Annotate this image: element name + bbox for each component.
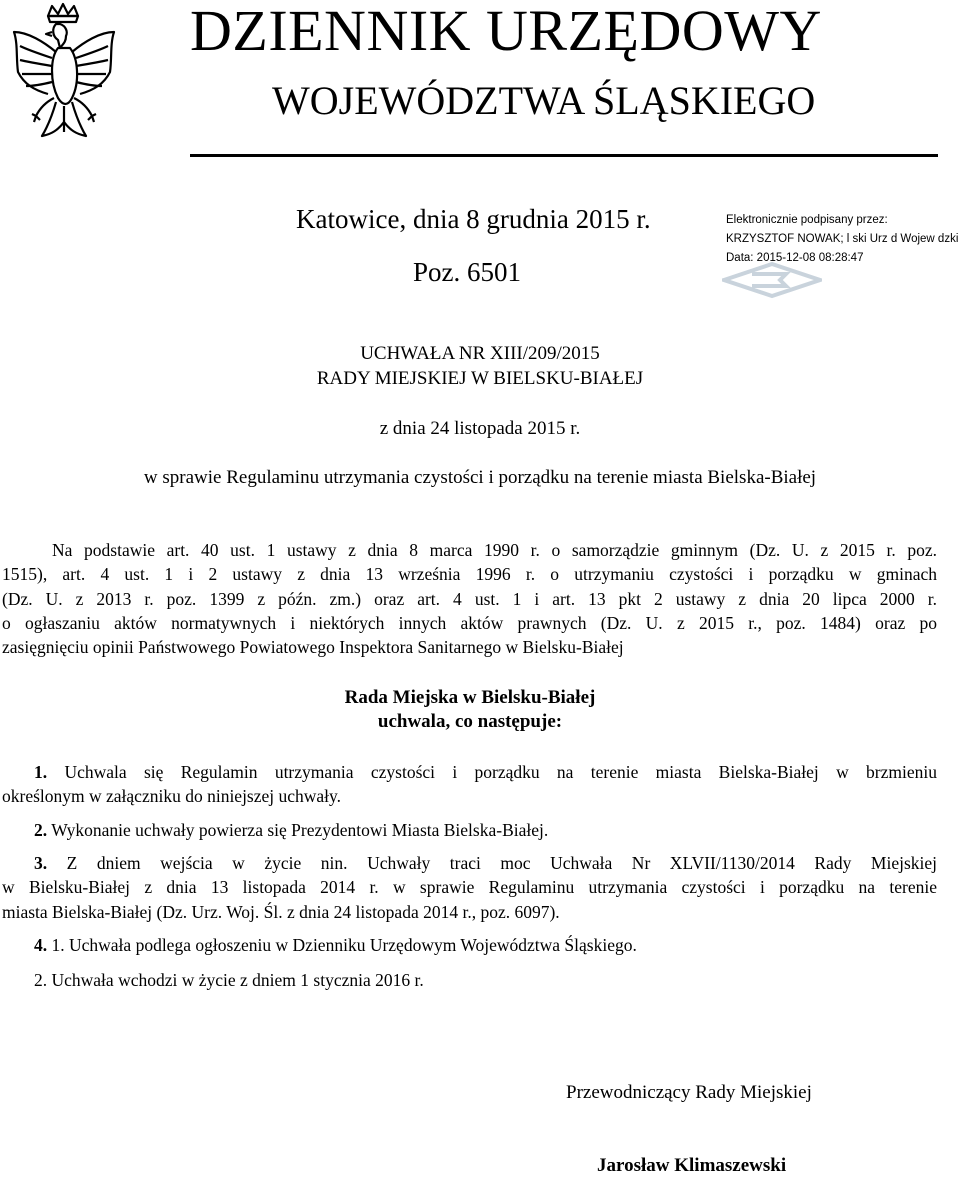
- legal-basis-paragraph: [2, 538, 937, 659]
- resolution-title: UCHWAŁA NR XIII/209/2015: [360, 343, 600, 364]
- resolution-subject: w sprawie Regulaminu utrzymania czystości i porządku na terenie miasta Bielska-Białej: [143, 467, 817, 488]
- section-4: [2, 933, 937, 957]
- resolution-council: RADY MIEJSKIEJ W BIELSKU-BIAŁEJ: [316, 368, 644, 389]
- section-4-point-2-line: 2. Uchwała wchodzi w życie z dniem 1 stycznia 2016 r.: [34, 970, 424, 990]
- legal-basis-line: (Dz. U. z 2013 r. poz. 1399 z późn. zm.) oraz art. 4 ust. 1 i art. 13 pkt 2 ustawy z dnia 20 lipca 2000 r.: [2, 588, 937, 609]
- section-4-line: 4. 1. Uchwała podlega ogłoszeniu w Dzienniku Urzędowym Województwa Śląskiego.: [34, 935, 637, 955]
- section-1: [2, 760, 937, 809]
- resolution-date: z dnia 24 listopada 2015 r.: [379, 418, 581, 439]
- section-number: 1.: [34, 762, 48, 782]
- section-1-line: określonym w załączniku do niniejszej uchwały.: [2, 786, 342, 807]
- council-name: Rada Miejska w Bielsku-Białej: [344, 687, 596, 708]
- section-2-line: 2. Wykonanie uchwały powierza się Prezydentowi Miasta Bielska-Białej.: [34, 820, 549, 840]
- gazette-subtitle: WOJEWÓDZTWA ŚLĄSKIEGO: [272, 78, 816, 123]
- section-3-line: w Bielsku-Białej z dnia 13 listopada 2014 r. w sprawie Regulaminu utrzymania czystości i porządku na terenie: [2, 877, 937, 898]
- section-number: 2.: [34, 820, 48, 840]
- legal-basis-line: o ogłaszaniu aktów normatywnych i niektórych innych aktów prawnych (Dz. U. z 2015 r., poz. 1484) oraz po: [2, 612, 937, 633]
- council-declaration: [0, 686, 940, 734]
- publication-date: Katowice, dnia 8 grudnia 2015 r.: [296, 204, 651, 234]
- signature-label: Elektronicznie podpisany przez:: [726, 214, 888, 226]
- section-number: 3.: [34, 853, 48, 873]
- gazette-title: DZIENNIK URZĘDOWY: [190, 0, 822, 63]
- signature-date: Data: 2015-12-08 08:28:47: [726, 252, 864, 264]
- section-3-line: miasta Bielska-Białej (Dz. Urz. Woj. Śl. z dnia 24 listopada 2014 r., poz. 6097).: [2, 901, 560, 922]
- section-number: 4.: [34, 935, 48, 955]
- signatory-name: Jarosław Klimaszewski: [597, 1155, 787, 1176]
- position-number: Poz. 6501: [413, 257, 521, 287]
- section-3-line: 3. Z dniem wejścia w życie nin. Uchwały traci moc Uchwała Nr XLVII/1130/2014 Rady Miejskiej: [34, 853, 938, 873]
- digital-signature-icon: [722, 260, 822, 300]
- council-resolves: uchwala, co następuje:: [377, 711, 563, 732]
- signature-signer: KRZYSZTOF NOWAK; l ski Urz d Wojew dzki: [726, 233, 959, 245]
- header-divider: [190, 154, 938, 157]
- signatory-role: Przewodniczący Rady Miejskiej: [566, 1082, 812, 1103]
- legal-basis-line: 1515), art. 4 ust. 1 i 2 ustawy z dnia 13 września 1996 r. o utrzymaniu czystości i porządku w gminach: [2, 564, 937, 585]
- section-2: [2, 818, 937, 842]
- polish-eagle-icon: [8, 2, 118, 152]
- section-4-point-2: [2, 968, 937, 992]
- legal-basis-line: Na podstawie art. 40 ust. 1 ustawy z dnia 8 marca 1990 r. o samorządzie gminnym (Dz. U. z 2015 r. poz.: [52, 540, 937, 560]
- section-3: [2, 851, 937, 924]
- legal-basis-line: zasięgnięciu opinii Państwowego Powiatowego Inspektora Sanitarnego w Bielsku-Białej: [2, 637, 624, 658]
- section-1-line: 1. Uchwala się Regulamin utrzymania czystości i porządku na terenie miasta Bielska-Białej w brzmieniu: [34, 762, 938, 782]
